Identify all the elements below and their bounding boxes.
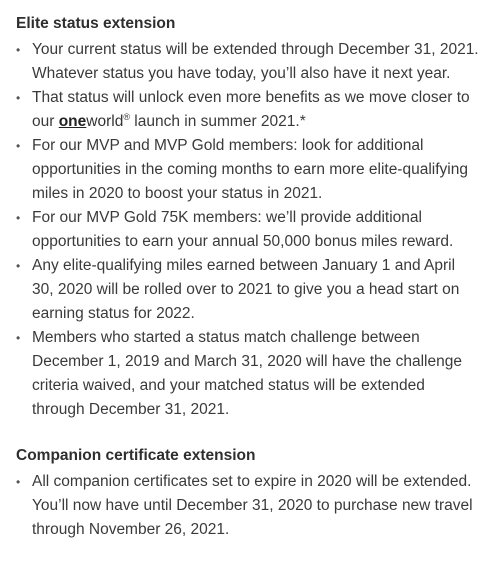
- bullet-icon: •: [16, 211, 21, 225]
- list-item-text: Members who started a status match challenge between December 1, 2019 and March 31, 2020 will have the challenge criteria waived, and your matched status will be extended through December 31, 2021.: [32, 329, 462, 418]
- list-item: [16, 86, 479, 134]
- list-item: [16, 38, 479, 86]
- bullet-icon: •: [16, 139, 21, 153]
- list-item-text: Your current status will be extended through December 31, 2021. Whatever status you have today, you’ll also have it next year.: [32, 41, 479, 82]
- list-item-text-before: That status will unlock even more benefits as we move closer to our: [32, 89, 470, 130]
- oneworld-logo-one: one: [58, 113, 87, 130]
- list-item: [16, 254, 479, 326]
- bullet-icon: •: [16, 475, 21, 489]
- bullet-icon: •: [16, 331, 21, 345]
- oneworld-logo-world: world: [86, 113, 124, 130]
- list-item: [16, 326, 479, 422]
- list-item-text: Any elite-qualifying miles earned between January 1 and April 30, 2020 will be rolled over to 2021 to give you a head start on earning status for 2022.: [32, 257, 460, 322]
- list-item-text: For our MVP Gold 75K members: we’ll provide additional opportunities to earn your annual 50,000 bonus miles reward.: [32, 209, 454, 250]
- list-item-text: For our MVP and MVP Gold members: look for additional opportunities in the coming months to earn more elite-qualifying miles in 2020 to boost your status in 2021.: [32, 137, 468, 202]
- bullet-icon: •: [16, 43, 21, 57]
- section-heading-elite-status: Elite status extension: [16, 15, 176, 32]
- list-item: [16, 206, 479, 254]
- bullet-icon: •: [16, 91, 21, 105]
- list-item-text-after: launch in summer 2021.*: [129, 113, 306, 130]
- list-item-text: [32, 89, 470, 130]
- registered-mark: ®: [123, 111, 130, 122]
- list-item: [16, 134, 479, 206]
- section-heading-companion-certificate: Companion certificate extension: [16, 447, 256, 464]
- list-item-text: All companion certificates set to expire in 2020 will be extended. You’ll now have until December 31, 2020 to purchase new travel through November 26, 2021.: [32, 473, 473, 538]
- elite-status-list: [16, 38, 479, 422]
- bullet-icon: •: [16, 259, 21, 273]
- companion-certificate-list: [16, 470, 479, 542]
- list-item: [16, 470, 479, 542]
